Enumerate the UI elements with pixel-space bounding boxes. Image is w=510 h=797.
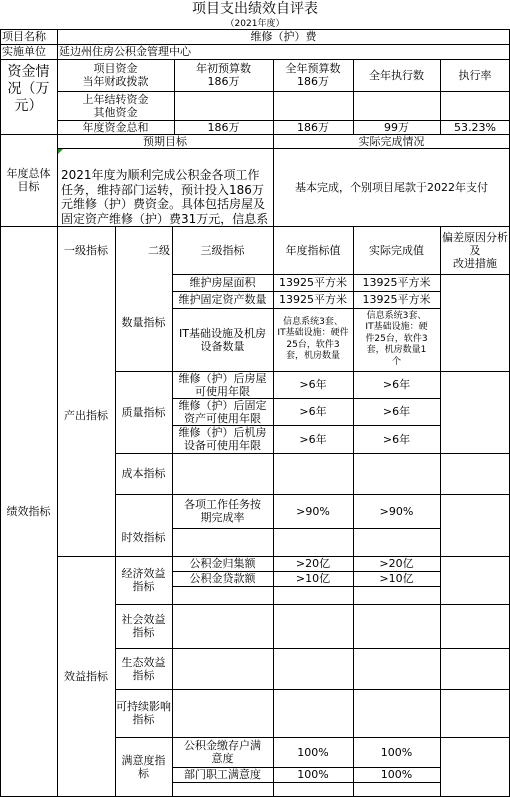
grid-line [353, 226, 354, 797]
grid-line [0, 226, 510, 227]
head-actual: 实际完成值 [369, 243, 424, 257]
actual-cell: 100% [380, 745, 413, 759]
row3-exec: 99万 [384, 120, 409, 134]
head-l3: 三级指标 [200, 243, 245, 257]
goals-label: 年度总体目标 [6, 167, 51, 193]
head-budget-start: 年初预算数 [196, 62, 251, 75]
grid-line [172, 274, 510, 275]
grid-line [57, 148, 510, 149]
grid-line [273, 134, 274, 226]
l2-social: 社会效益 指标 [121, 613, 166, 639]
org-value: 延边州住房公积金管理中心 [59, 45, 191, 58]
head-exec: 全年执行数 [369, 68, 424, 82]
actual-cell: 13925平方米 [362, 276, 431, 289]
grid-line [353, 59, 354, 134]
funds-row3-label: 年度资金总和 [82, 120, 149, 134]
head-target: 年度指标值 [285, 243, 341, 257]
grid-line [172, 308, 440, 309]
row3-budget-start: 186万 [207, 120, 240, 134]
head-budget-full: 全年预算数 [285, 62, 341, 75]
l3-cell: 维修（护）后固定 资产可使用年限 [178, 398, 267, 425]
grid-line [273, 59, 274, 134]
row3-budget-full: 186万 [297, 120, 329, 134]
grid-line [115, 737, 510, 738]
l2-economic: 经济效益 指标 [121, 567, 166, 593]
target-cell: >20亿 [295, 557, 331, 570]
l3-cell: 维修（护）后机房 设备可使用年限 [178, 426, 267, 452]
target-cell: 100% [297, 768, 329, 781]
actual-cell: >10亿 [379, 572, 414, 585]
grid-line [172, 528, 440, 529]
grid-line [115, 648, 510, 649]
goals-actual: 基本完成，个别项目尾款于2022年支付 [295, 180, 488, 194]
head-l1: 一级指标 [64, 243, 108, 257]
grid-line [172, 425, 440, 426]
grid-line [440, 59, 441, 134]
grid-line [115, 689, 510, 690]
year-subtitle: （2021年度） [225, 18, 285, 29]
head-reason: 偏差原因分析及 改进措施 [442, 230, 508, 270]
funds-budget-full [273, 59, 353, 91]
actual-cell: >6年 [382, 378, 411, 391]
grid-line [172, 782, 440, 783]
l3-cell: IT基础设施及机房 设备数量 [179, 326, 266, 353]
page-title: 项目支出绩效自评表 [192, 1, 318, 17]
target-cell: >90% [296, 504, 330, 518]
l2-quantity: 数量指标 [121, 316, 166, 329]
grid-line [440, 226, 441, 797]
l2-time: 时效指标 [121, 530, 166, 544]
grid-line [115, 226, 116, 797]
grid-line [172, 571, 440, 572]
l3-cell: 维修（护）后房屋 可使用年限 [178, 371, 267, 398]
row1-budget-start: 186万 [207, 75, 240, 88]
target-cell: >10亿 [295, 572, 331, 585]
l3-cell: 维护固定资产数量 [178, 293, 267, 306]
cat-benefit: 效益指标 [64, 670, 108, 683]
grid-line [0, 59, 510, 60]
actual-cell: 100% [380, 768, 413, 781]
grid-line [0, 29, 1, 797]
l2-eco: 生态效益 指标 [121, 655, 166, 682]
goals-head-expected: 预期目标 [143, 134, 187, 148]
grid-line [172, 291, 440, 292]
org-label: 实施单位 [2, 45, 46, 58]
funds-label: 资金情况（万元） [7, 64, 50, 114]
funds-row2-label: 上年结转资金 其他资金 [82, 92, 149, 119]
grid-line [115, 371, 510, 372]
target-cell: 100% [297, 745, 329, 759]
goals-expected: 2021年度为顺利完成公积金各项工作任务，维持部门运转，预计投入186万元维修（护）费资金。具体包括房屋及固定资产维修（护）费31万元，信息系 [61, 168, 269, 226]
grid-line [57, 556, 510, 557]
grid-line [0, 29, 510, 30]
target-cell: >6年 [299, 432, 327, 446]
target-cell: >6年 [299, 378, 327, 391]
l3-cell: 公积金缴存户满 意度 [184, 739, 261, 765]
grid-line [0, 134, 510, 135]
project-name-value: 维修（护）费 [250, 30, 317, 43]
cat-output: 产出指标 [64, 408, 108, 422]
target-cell: 13925平方米 [279, 293, 347, 306]
row3-rate: 53.23% [454, 120, 496, 134]
comment-marker [58, 149, 63, 154]
grid-line [115, 604, 510, 605]
funds-row1-label: 项目资金 当年财政拨款 [82, 62, 149, 88]
l2-cost: 成本指标 [121, 467, 166, 480]
l3-cell: 部门职工满意度 [184, 768, 261, 781]
row1-budget-full: 186万 [297, 75, 329, 88]
l3-cell: 公积金贷款额 [189, 572, 256, 585]
perf-label: 绩效指标 [6, 505, 51, 518]
grid-line [172, 767, 440, 768]
grid-line [273, 226, 274, 797]
l2-satisfaction: 满意度指 标 [121, 754, 166, 780]
grid-line [57, 120, 510, 121]
grid-line [115, 453, 510, 454]
project-name-label: 项目名称 [2, 30, 46, 43]
actual-cell: >6年 [382, 405, 411, 418]
l2-quality: 质量指标 [121, 405, 166, 419]
grid-line [57, 91, 510, 92]
grid-line [172, 586, 440, 587]
l3-cell: 公积金归集额 [189, 557, 256, 570]
grid-line [172, 226, 173, 797]
actual-cell: 13925平方米 [362, 293, 431, 306]
target-cell: >6年 [299, 405, 327, 418]
grid-line [57, 29, 58, 797]
actual-cell: >6年 [382, 432, 411, 446]
funds-budget-start [174, 59, 273, 91]
target-cell: 13925平方米 [279, 276, 347, 289]
head-l2: 二级 [148, 243, 170, 257]
grid-line [174, 59, 175, 134]
l3-cell: 各项工作任务按 期完成率 [184, 498, 261, 524]
goals-head-actual: 实际完成情况 [358, 134, 425, 148]
actual-cell: >90% [379, 504, 414, 518]
head-rate: 执行率 [458, 68, 492, 82]
grid-line [0, 44, 510, 45]
l2-sustain: 可持续影响 指标 [116, 700, 171, 726]
actual-cell: >20亿 [379, 557, 414, 570]
l3-cell: 维护房屋面积 [189, 276, 256, 289]
actual-cell: 信息系统3套、 IT基础设施：硬 件25台，软件3 套，机房数量1 个 [365, 310, 428, 367]
grid-line [115, 494, 510, 495]
grid-line [172, 398, 440, 399]
target-cell: 信息系统3套、 IT基础设施：硬件 25台，软件3 套，机房数量 [277, 316, 349, 361]
